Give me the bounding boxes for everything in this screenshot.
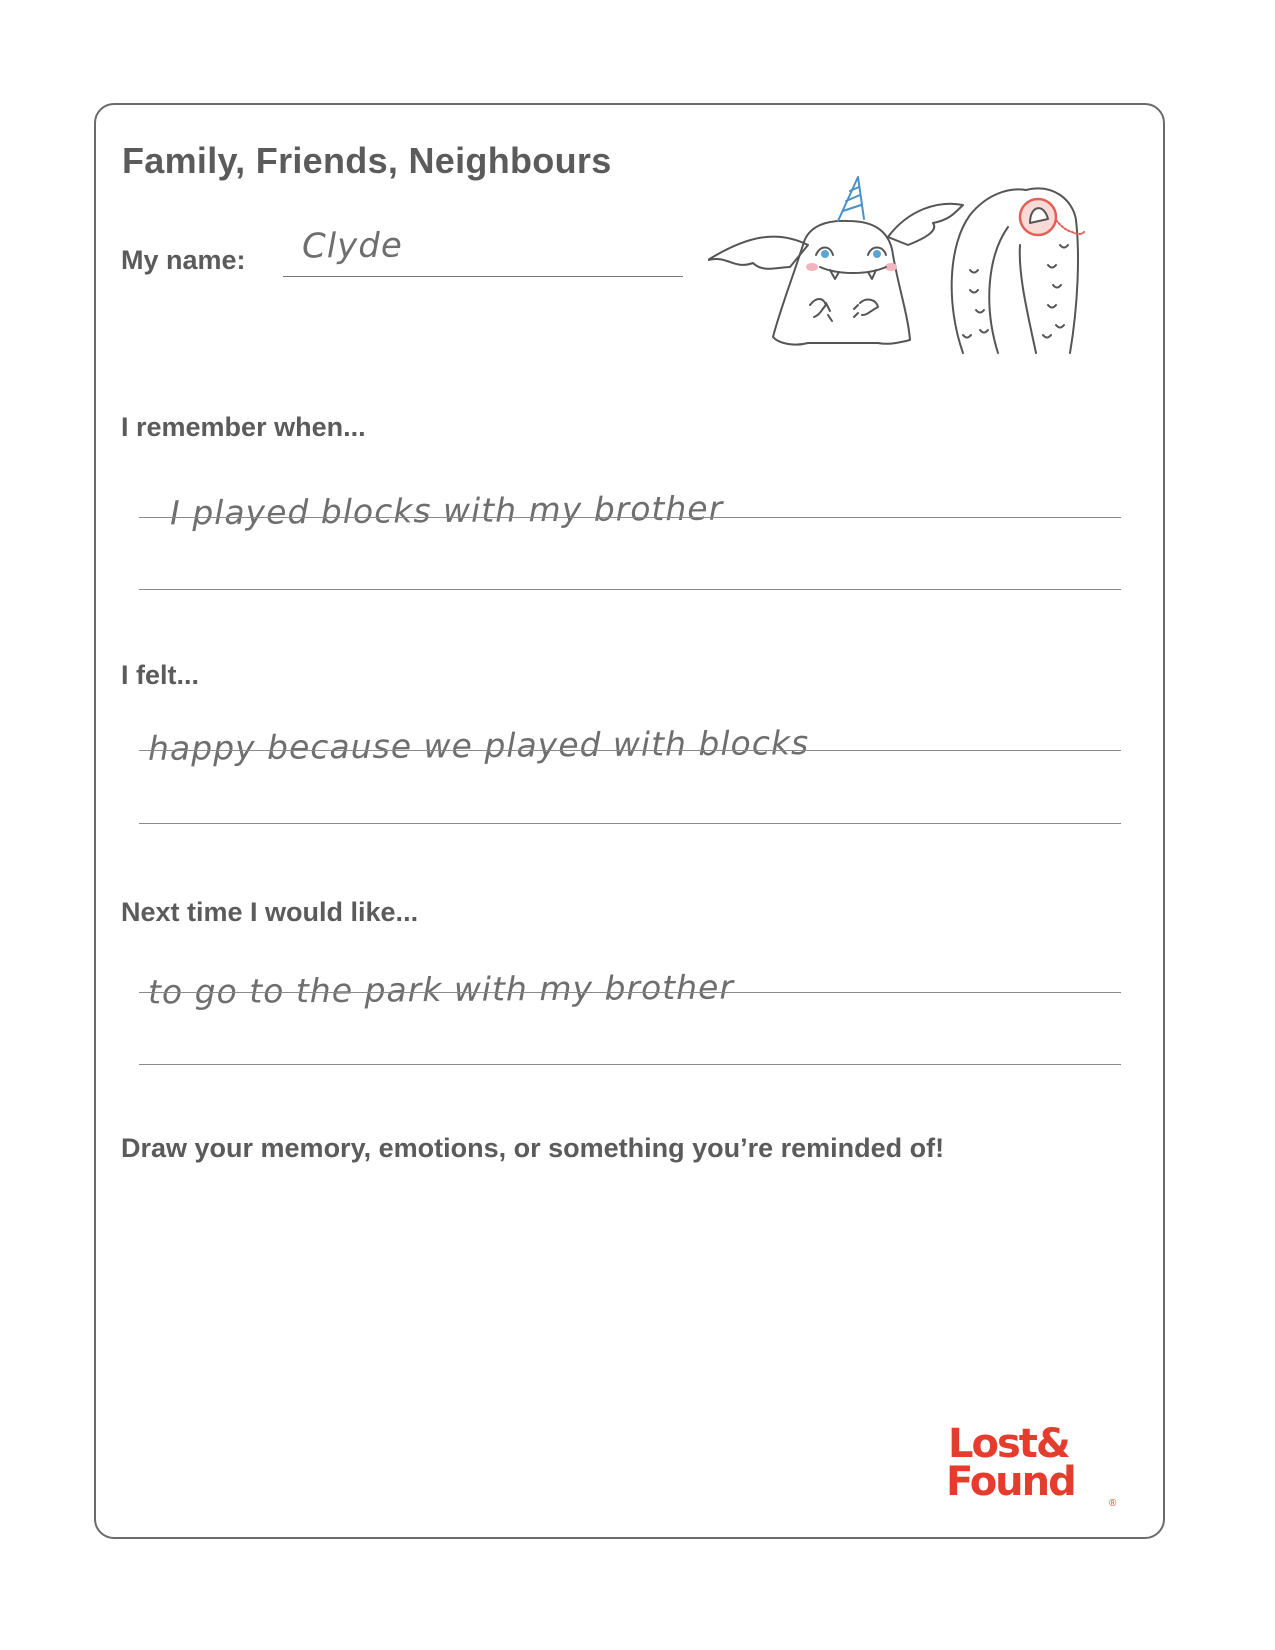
name-handwritten: Clyde [301,225,403,267]
logo-line-1: Lost& [948,1421,1069,1467]
remember-handwritten: I played blocks with my brother [169,488,724,533]
next-time-label: Next time I would like... [121,897,419,927]
felt-label: I felt... [121,660,200,690]
felt-line-1 [139,750,1121,751]
felt-line-2 [139,823,1121,824]
draw-prompt: Draw your memory, emotions, or something you’re reminded of! [121,1133,945,1163]
name-underline [283,276,683,277]
logo-line-2: Found [946,1459,1075,1505]
page-title: Family, Friends, Neighbours [122,140,612,181]
next-time-line-2 [139,1064,1121,1065]
next-time-line-1 [139,992,1121,993]
registered-mark-icon: ® [1109,1498,1117,1509]
tentacle-monocle-icon [952,188,1084,353]
felt-handwritten: happy because we played with blocks [147,723,810,768]
lost-and-found-logo [946,1421,1126,1514]
next-time-handwritten: to go to the park with my brother [147,967,735,1012]
name-label: My name: [121,245,246,275]
remember-label: I remember when... [121,412,366,442]
monster-illustration [708,175,1138,375]
remember-line-2 [139,589,1121,590]
drawing-area[interactable] [120,1180,1140,1410]
winged-monster-icon [708,177,963,345]
remember-line-1 [139,517,1121,518]
